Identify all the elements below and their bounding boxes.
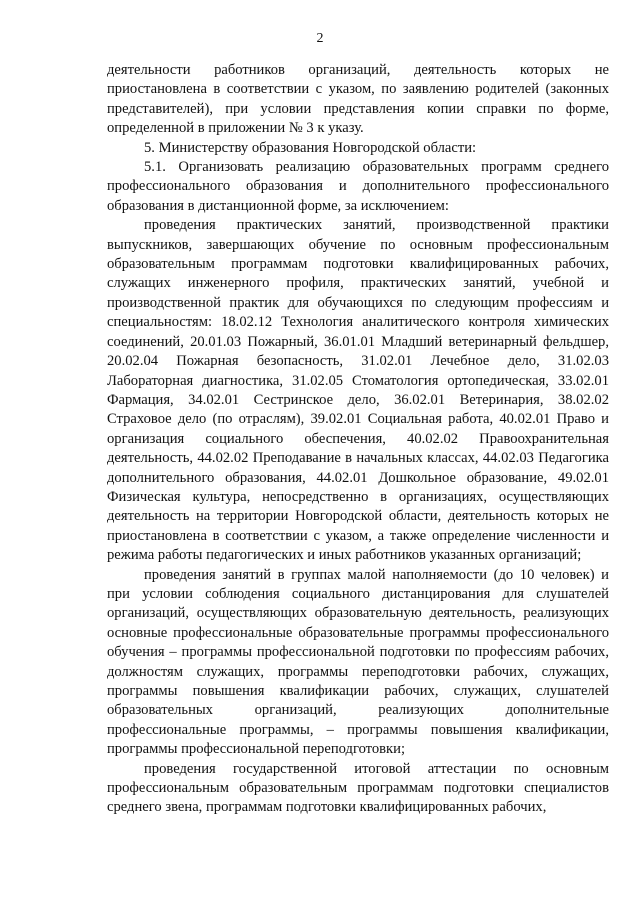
paragraph-item-5: 5. Министерству образования Новгородской области:: [144, 139, 477, 156]
paragraph-item-5-1: 5.1. Организовать реализацию образовательных программ среднего профессионального образования и дополнительного профессионального образования в дистанционной форме, за исключением:: [107, 159, 609, 214]
paragraph-small-groups: проведения занятий в группах малой наполняемости (до 10 человек) и при условии соблюдения социального дистанцирования для слушателей организаций, осуществляющих образовательную деятельность, реализующих основные профессиональные образовательные программы профессионального обучения – программы профессиональной подготовки по профессиям рабочих, должностям служащих, программы переподготовки рабочих, служащих, программы повышения квалификации рабочих, служащих, слушателей образовательных организаций, реализующих дополнительные профессиональные программы, – программы повышения квалификации, программы профессиональной переподготовки;: [107, 566, 609, 758]
page-number: 2: [316, 31, 324, 46]
paragraph-final-attestation: проведения государственной итоговой аттестации по основным профессиональным образовательным программам подготовки специалистов среднего звена, программам подготовки квалифицированных рабочих,: [107, 760, 609, 816]
paragraph-continuation: деятельности работников организаций, деятельность которых не приостановлена в соответствии с указом, по заявлению родителей (законных представителей), при условии представления копии справки по форме, определенной в приложении № 3 к указу.: [107, 62, 609, 137]
paragraph-practical-classes: проведения практических занятий, производственной практики выпускников, завершающих обучение по основным профессиональным образовательным программам подготовки квалифицированных рабочих, служащих инженерного профиля, практических занятий, учебной и производственной практик для обучающихся по следующим профессиям и специальностям: 18.02.12 Технология аналитического контроля химических соединений, 20.01.03 Пожарный, 36.01.01 Младший ветеринарный фельдшер, 20.02.04 Пожарная безопасность, 31.02.01 Лечебное дело, 31.02.03 Лабораторная диагностика, 31.02.05 Стоматология ортопедическая, 33.02.01 Фармация, 34.02.01 Сестринское дело, 36.02.01 Ветеринария, 38.02.02 Страховое дело (по отраслям), 39.02.01 Социальная работа, 40.02.01 Право и организация социального обеспечения, 40.02.02 Правоохранительная деятельность, 44.02.02 Преподавание в начальных классах, 44.02.03 Педагогика дополнительного образования, 44.02.01 Дошкольное образование, 49.02.01 Физическая культура, непосредственно в организациях, осуществляющих деятельность на территории Новгородской области, деятельность которых не приостановлена в соответствии с указом, а также определение численности и режима работы педагогических и иных работников указанных организаций;: [107, 217, 609, 564]
document-body: [107, 61, 609, 818]
